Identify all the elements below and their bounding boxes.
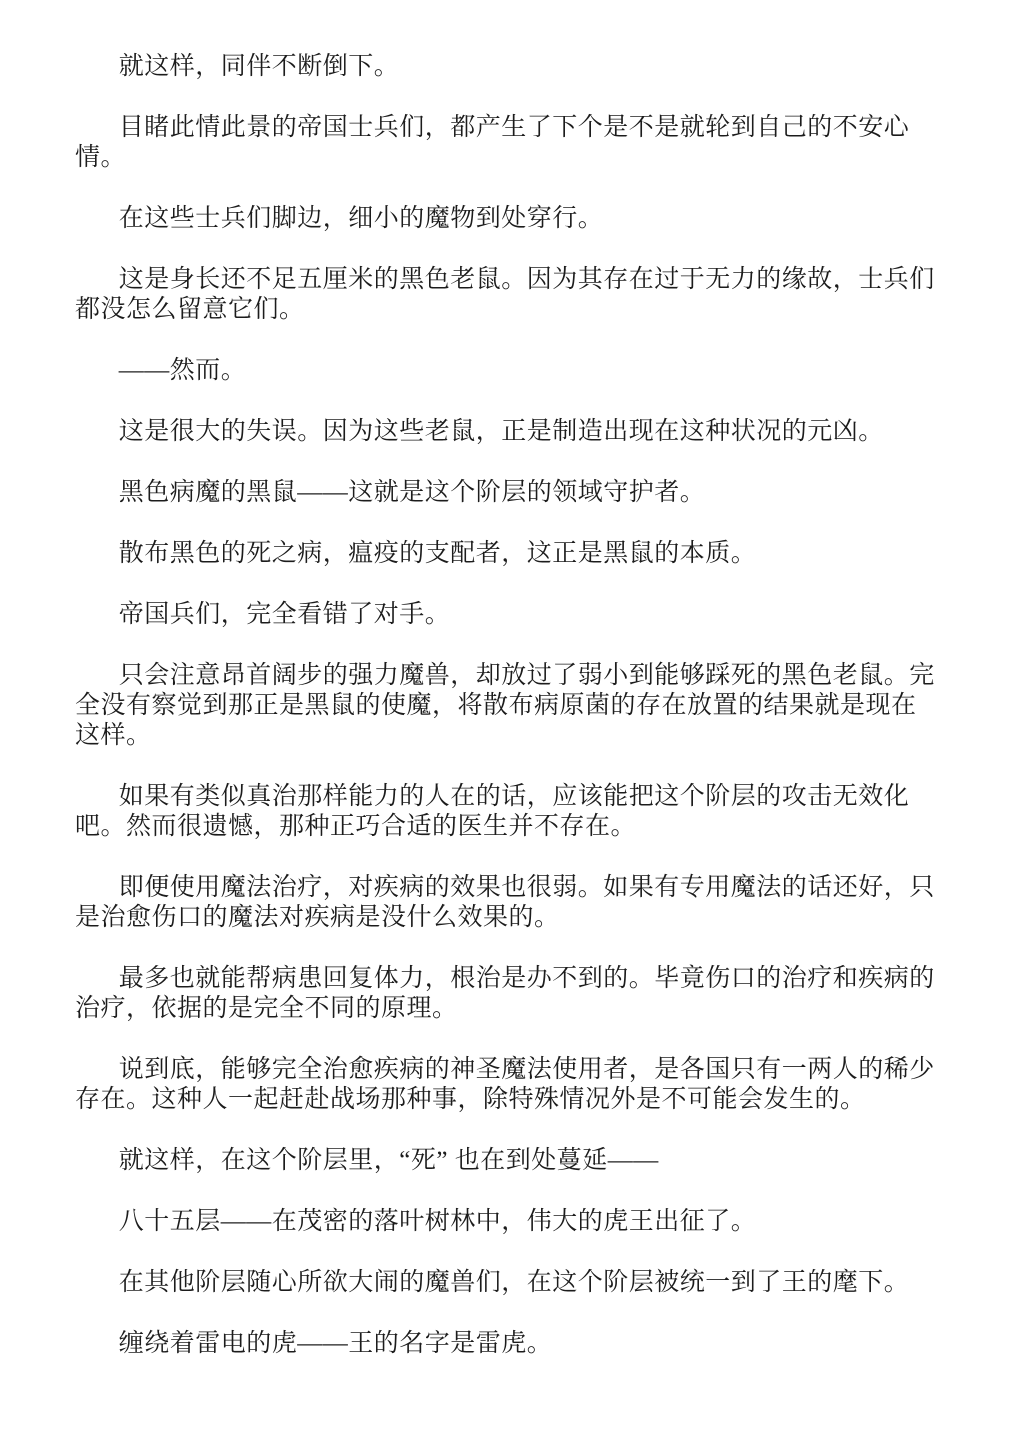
paragraph: 如果有类似真治那样能力的人在的话，应该能把这个阶层的攻击无效化吧。然而很遗憾，那种正巧合适的医生并不存在。 bbox=[75, 783, 910, 840]
paragraph: 目睹此情此景的帝国士兵们，都产生了下个是不是就轮到自己的不安心情。 bbox=[75, 114, 910, 171]
paragraph: 散布黑色的死之病，瘟疫的支配者，这正是黑鼠的本质。 bbox=[118, 540, 757, 567]
paragraph: 就这样，在这个阶层里，“死” 也在到处蔓延—— bbox=[118, 1147, 659, 1174]
paragraph: 黑色病魔的黑鼠——这就是这个阶层的领域守护者。 bbox=[118, 479, 706, 506]
paragraph: 就这样，同伴不断倒下。 bbox=[118, 53, 400, 80]
paragraph: 说到底，能够完全治愈疾病的神圣魔法使用者，是各国只有一两人的稀少存在。这种人一起赶赴战场那种事，除特殊情况外是不可能会发生的。 bbox=[75, 1056, 935, 1113]
paragraph: 缠绕着雷电的虎——王的名字是雷虎。 bbox=[118, 1330, 553, 1357]
paragraph: 最多也就能帮病患回复体力，根治是办不到的。毕竟伤口的治疗和疾病的治疗，依据的是完全不同的原理。 bbox=[75, 965, 935, 1022]
paragraph: 帝国兵们，完全看错了对手。 bbox=[118, 601, 451, 628]
paragraph: 即便使用魔法治疗，对疾病的效果也很弱。如果有专用魔法的话还好，只是治愈伤口的魔法对疾病是没什么效果的。 bbox=[75, 874, 935, 931]
paragraph: 这是很大的失误。因为这些老鼠，正是制造出现在这种状况的元凶。 bbox=[118, 418, 884, 445]
paragraph: 这是身长还不足五厘米的黑色老鼠。因为其存在过于无力的缘故，士兵们都没怎么留意它们。 bbox=[75, 266, 935, 323]
paragraph: 在其他阶层随心所欲大闹的魔兽们，在这个阶层被统一到了王的麾下。 bbox=[118, 1269, 910, 1296]
paragraph: ——然而。 bbox=[118, 357, 247, 384]
paragraph: 在这些士兵们脚边，细小的魔物到处穿行。 bbox=[118, 205, 604, 232]
paragraph: 只会注意昂首阔步的强力魔兽，却放过了弱小到能够踩死的黑色老鼠。完全没有察觉到那正是黑鼠的使魔，将散布病原菌的存在放置的结果就是现在这样。 bbox=[75, 662, 935, 749]
paragraph: 八十五层——在茂密的落叶树林中，伟大的虎王出征了。 bbox=[118, 1208, 757, 1235]
